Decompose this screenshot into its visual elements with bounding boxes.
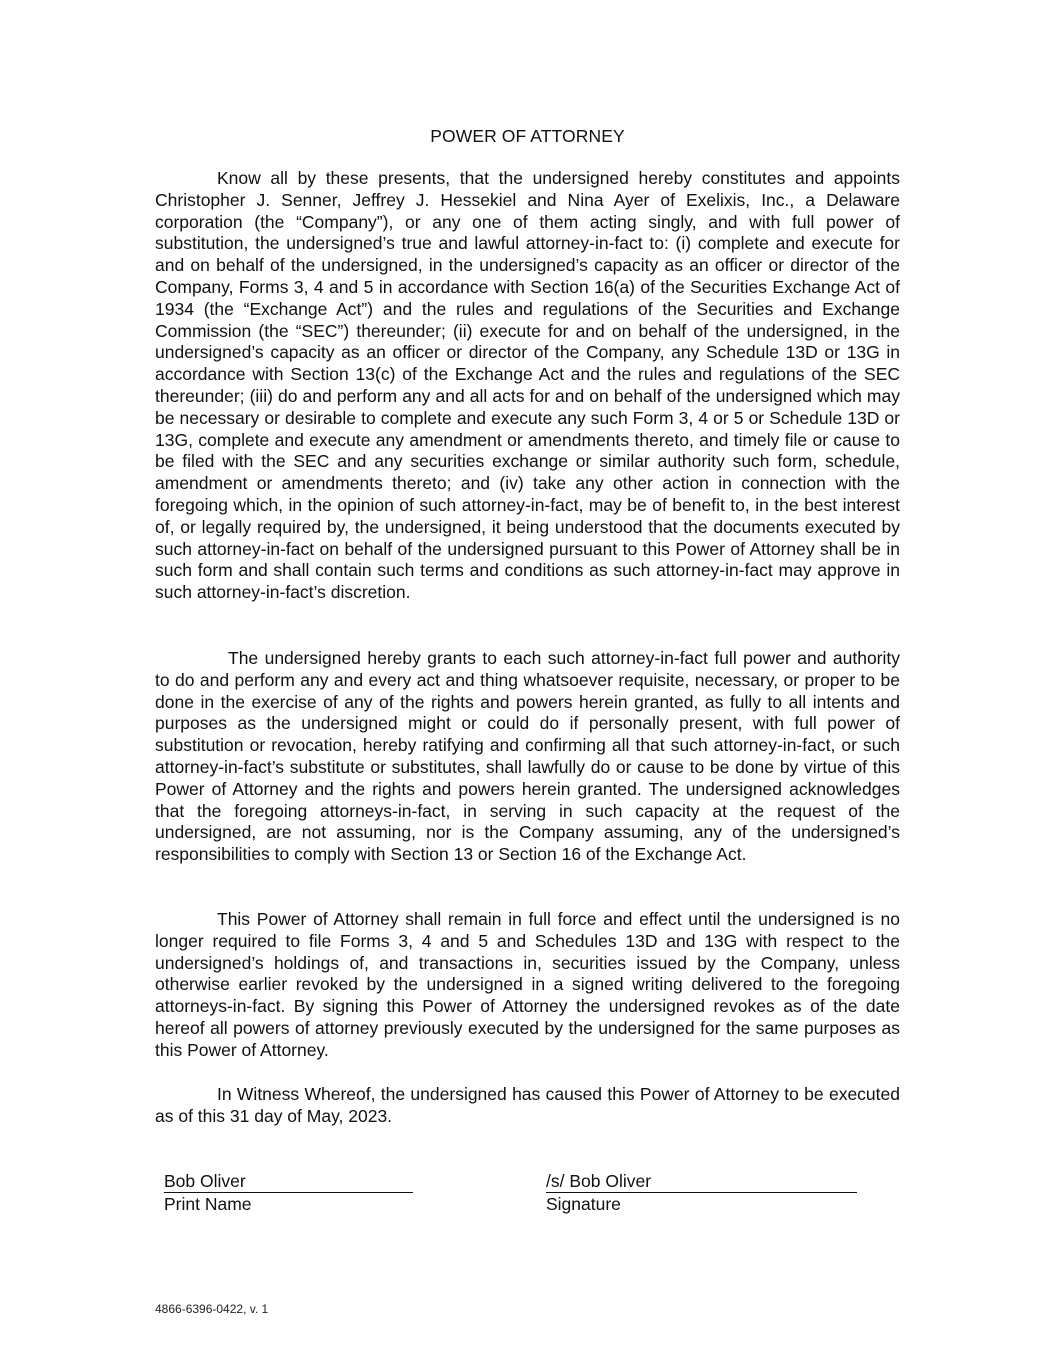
- signature-block: [546, 1171, 857, 1215]
- paragraph-duration: This Power of Attorney shall remain in full force and effect until the undersigned is no longer required to file Forms 3, 4 and 5 and Schedules 13D and 13G with respect to the undersigned’s holdings of, and transactions in, securities issued by the Company, unless otherwise earlier revoked by the undersigned in a signed writing delivered to the foregoing attorneys-in-fact. By signing this Power of Attorney the undersigned revokes as of the date hereof all powers of attorney previously executed by the undersigned for the same purposes as this Power of Attorney.: [155, 909, 900, 1060]
- signature-label: Signature: [546, 1194, 621, 1214]
- paragraph-appointment: Know all by these presents, that the undersigned hereby constitutes and appoints Christopher J. Senner, Jeffrey J. Hessekiel and Nina Ayer of Exelixis, Inc., a Delaware corporation (the “Company”), or any one of them acting singly, and with full power of substitution, the undersigned’s true and lawful attorney-in-fact to: (i) complete and execute for and on behalf of the undersigned, in the undersigned’s capacity as an officer or director of the Company, Forms 3, 4 and 5 in accordance with Section 16(a) of the Securities Exchange Act of 1934 (the “Exchange Act”) and the rules and regulations of the Securities and Exchange Commission (the “SEC”) thereunder; (ii) execute for and on behalf of the undersigned, in the undersigned’s capacity as an officer or director of the Company, any Schedule 13D or 13G in accordance with Section 13(c) of the Exchange Act and the rules and regulations of the SEC thereunder; (iii) do and perform any and all acts for and on behalf of the undersigned which may be necessary or desirable to complete and execute any such Form 3, 4 or 5 or Schedule 13D or 13G, complete and execute any amendment or amendments thereto, and timely file or cause to be filed with the SEC and any securities exchange or similar authority such form, schedule, amendment or amendments thereto; and (iv) take any other action in connection with the foregoing which, in the opinion of such attorney-in-fact, may be of benefit to, in the best interest of, or legally required by, the undersigned, it being understood that the documents executed by such attorney-in-fact on behalf of the undersigned pursuant to this Power of Attorney shall be in such form and shall contain such terms and conditions as such attorney-in-fact may approve in such attorney-in-fact’s discretion.: [155, 168, 900, 603]
- document-id-footer: 4866-6396-0422, v. 1: [155, 1302, 269, 1316]
- paragraph-grant-of-authority: The undersigned hereby grants to each such attorney-in-fact full power and authority to do and perform any and every act and thing whatsoever requisite, necessary, or proper to be done in the exercise of any of the rights and powers herein granted, as fully to all intents and purposes as the undersigned might or could do if personally present, with full power of substitution or revocation, hereby ratifying and confirming all that such attorney-in-fact, or such attorney-in-fact’s substitute or substitutes, shall lawfully do or cause to be done by virtue of this Power of Attorney and the rights and powers herein granted. The undersigned acknowledges that the foregoing attorneys-in-fact, in serving in such capacity at the request of the undersigned, are not assuming, nor is the Company assuming, any of the undersigned’s responsibilities to comply with Section 13 or Section 16 of the Exchange Act.: [155, 648, 900, 865]
- print-name-block: [164, 1171, 413, 1215]
- print-name-value: Bob Oliver: [164, 1171, 413, 1193]
- document-title: POWER OF ATTORNEY: [430, 126, 625, 146]
- signature-value: /s/ Bob Oliver: [546, 1171, 857, 1193]
- print-name-label: Print Name: [164, 1194, 252, 1214]
- paragraph-witness: In Witness Whereof, the undersigned has caused this Power of Attorney to be executed as of this 31 day of May, 2023.: [155, 1084, 900, 1126]
